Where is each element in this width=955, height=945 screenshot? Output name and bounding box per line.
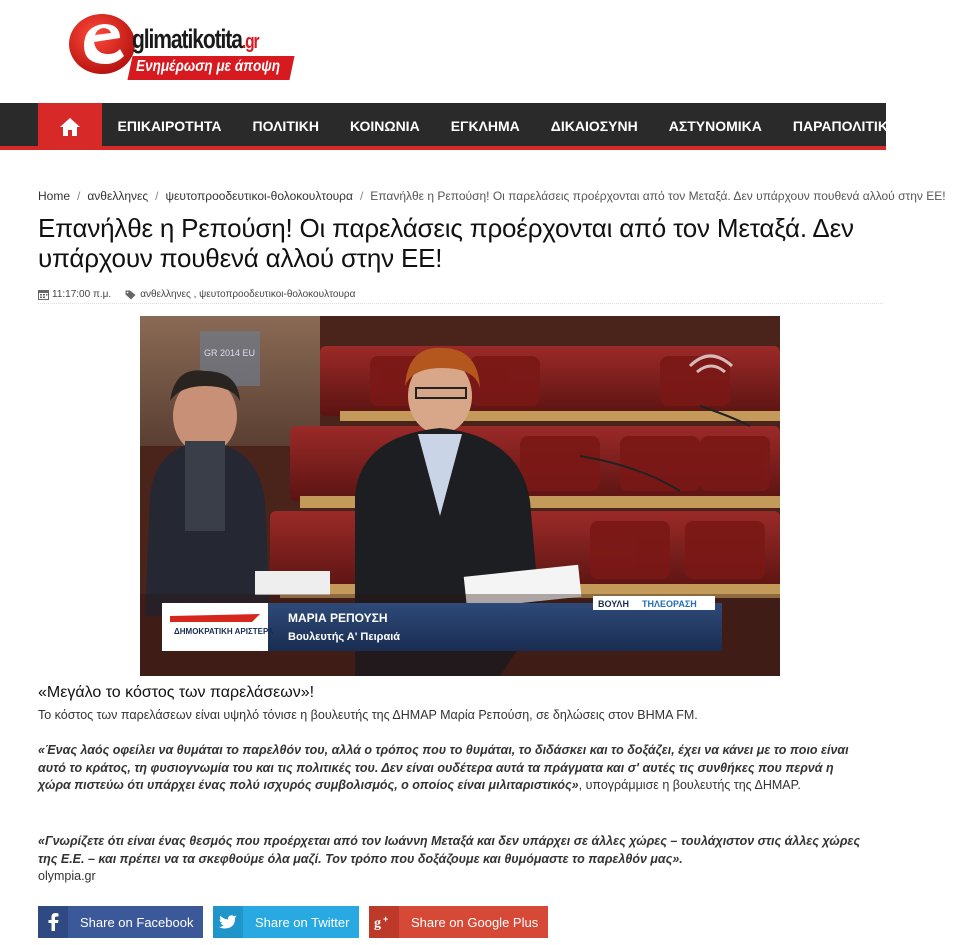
calendar-icon <box>38 289 49 300</box>
post-title: Επανήλθε η Ρεπούση! Οι παρελάσεις προέρχονται από τον Μεταξά. Δεν υπάρχουν πουθενά αλλού στην ΕΕ! <box>38 213 854 273</box>
site-header <box>0 0 886 103</box>
facebook-icon <box>38 906 68 938</box>
breadcrumb-home[interactable]: Home <box>38 189 71 203</box>
svg-text:g: g <box>374 916 381 931</box>
post-tag-2[interactable]: ψευτοπροοδευτικοι-θολοκουλτουρα <box>199 289 356 300</box>
nav-item-epikairotita[interactable]: ΕΠΙΚΑΙΡΟΤΗΤΑ <box>117 118 222 134</box>
post-paragraph-2 <box>38 742 863 795</box>
logo-e-mark <box>66 6 138 78</box>
post-subheading: «Μεγάλο το κόστος των παρελάσεων»! <box>38 684 315 701</box>
post-time: 11:17:00 π.μ. <box>52 289 112 300</box>
main-navigation <box>0 103 940 150</box>
tag-icon <box>125 290 137 300</box>
google-plus-icon <box>369 906 399 938</box>
post-quote-2: «Γνωρίζετε ότι είναι ένας θεσμός που προέρχεται από τον Ιωάννη Μεταξά και δεν υπάρχει σε άλλες χώρες – τουλάχιστον στις άλλες χώρες της Ε.Ε. – και πρέπει να τα σκεφθούμε όλα μαζί. Τον τρόπο που δοξάζουμε και θυμόμαστε το παρελθόν μας». <box>38 834 861 866</box>
nav-item-politiki[interactable]: ΠΟΛΙΤΙΚΗ <box>252 118 319 134</box>
nav-home-button[interactable] <box>38 103 102 150</box>
nav-item-parapolitika[interactable]: ΠΑΡΑΠΟΛΙΤΙΚΑ <box>792 118 899 134</box>
svg-text:+: + <box>383 914 389 924</box>
lower-third-party: ΔΗΜΟΚΡΑΤΙΚΗ ΑΡΙΣΤΕΡΑ <box>174 627 274 636</box>
share-googleplus-label: Share on Google Plus <box>411 914 539 930</box>
breadcrumb <box>38 188 946 214</box>
breadcrumb-separator: / <box>359 189 364 203</box>
wall-sign-text: GR 2014 EU <box>204 348 256 358</box>
post-paragraph-2-tail: , υπογράμμισε η βουλευτής της ΔΗΜΑΡ. <box>578 778 801 792</box>
nav-item-overflow[interactable]: Α <box>929 118 940 134</box>
share-googleplus-button[interactable] <box>369 906 548 938</box>
breadcrumb-category-1[interactable]: ανθελληνες <box>87 189 149 203</box>
share-twitter-label: Share on Twitter <box>255 914 350 930</box>
post-tag-1[interactable]: ανθελληνες <box>140 289 191 300</box>
lower-third-role: Βουλευτής Α' Πειραιά <box>288 631 401 643</box>
nav-items <box>102 103 955 150</box>
home-icon <box>59 117 81 137</box>
share-facebook-label: Share on Facebook <box>80 914 194 930</box>
post-paragraph-1: Το κόστος των παρελάσεων είναι υψηλό τόνισε η βουλευτής της ΔΗΜΑΡ Μαρία Ρεπούση, σε δηλώσεις στον ΒΗΜΑ FM. <box>38 708 698 722</box>
post-paragraph-3 <box>38 833 863 886</box>
post-quote-1: «Ένας λαός οφείλει να θυμάται το παρελθόν του, αλλά ο τρόπος που το θυμάται, το διδάσκει και το δοξάζει, έχει να κάνει με το ποιο είναι αυτό το κράτος, τη φυσιογνωμία του και τις πολιτικές του. Δεν είναι ουδέτερα αυτά τα πράγματα και σ' αυτές τις συνθήκες που περνά η χώρα πιστεύω ότι υπάρχει ένας πολύ ισχυρός συμβολισμός, ο οποίος είναι μιλιταριστικός» <box>38 743 849 792</box>
logo-name-tld: .gr <box>241 31 259 53</box>
breadcrumb-separator: / <box>155 189 159 203</box>
parliament-photo <box>140 316 780 676</box>
logo-wordmark <box>132 24 259 55</box>
post-tags <box>125 289 355 300</box>
breadcrumb-category-2[interactable]: ψευτοπροοδευτικοι-θολοκουλτουρα <box>165 189 353 203</box>
logo-name-main: glimatikotita <box>132 24 242 54</box>
post-meta <box>38 288 883 304</box>
nav-item-dikaiosyni[interactable]: ΔΙΚΑΙΟΣΥΝΗ <box>550 118 638 134</box>
share-facebook-button[interactable] <box>38 906 203 938</box>
breadcrumb-current: Επανήλθε η Ρεπούση! Οι παρελάσεις προέρχονται από τον Μεταξά. Δεν υπάρχουν πουθενά αλλού στην ΕΕ! <box>370 189 946 203</box>
post-tag-separator: , <box>190 289 200 300</box>
twitter-icon <box>213 906 243 938</box>
logo-tagline: Ενημέρωση με άποψη <box>136 58 281 75</box>
post-image <box>140 316 780 676</box>
channel-logo-b: ΤΗΛΕΟΡΑΣΗ <box>642 599 697 609</box>
nav-item-koinonia[interactable]: ΚΟΙΝΩΝΙΑ <box>349 118 420 134</box>
breadcrumb-separator: / <box>77 189 81 203</box>
lower-third-name: ΜΑΡΙΑ ΡΕΠΟΥΣΗ <box>288 611 388 625</box>
post-source: olympia.gr <box>38 869 96 883</box>
nav-item-egklima[interactable]: ΕΓΚΛΗΜΑ <box>450 118 520 134</box>
share-twitter-button[interactable] <box>213 906 359 938</box>
site-logo[interactable] <box>66 6 306 86</box>
nav-item-astynomika[interactable]: ΑΣΤΥΝΟΜΙΚΑ <box>668 118 762 134</box>
channel-logo-a: ΒΟΥΛΗ <box>598 599 629 609</box>
